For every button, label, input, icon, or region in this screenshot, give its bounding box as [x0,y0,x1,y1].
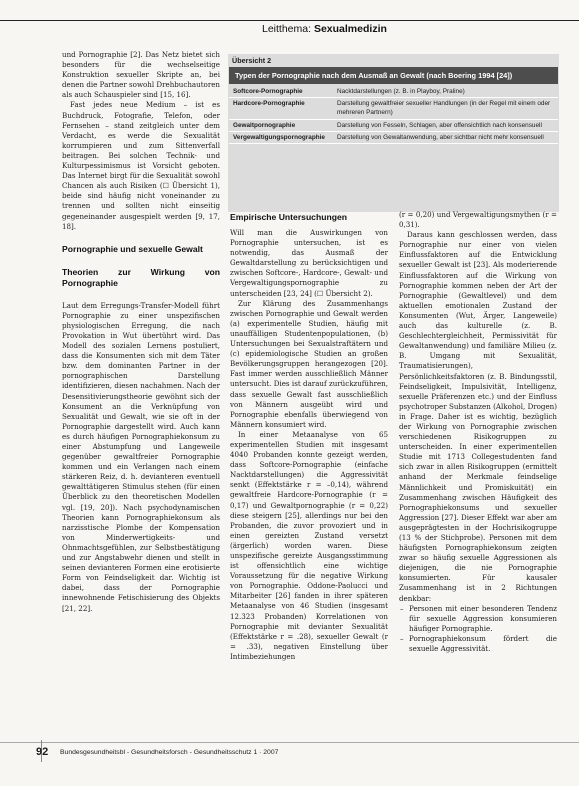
body-paragraph: Laut dem Erregungs-Transfer-Modell führt Pornographie zu einer unspezifischen physiologischen Erregung, die nach Provokation in Wut übertührt wird. Das Modell des sozialen Lernens postuliert, dass die Konsumenten sich mit dem Täter bzw. dem dominanten Partner in der pornographischen Darstellung identifizieren, diesen nachahmen. Nach der Desensitivierungstheorie gewöhnt sich der Konsument an die Verknüpfung von Sexualität und Gewalt, wie sie oft in der Pornographie dargestellt wird. Auch kann es durch häufigen Pornographiekonsum zu einer Abstumpfung und Langeweile gegenüber gewaltfreier Pornographie kommen und ein Verlangen nach einem stärkeren Reiz, d. h. devianteren eventuell gewalttätigeren Stimulus stehen (für einen Überblick zu den theoretischen Modellen vgl. [19, 20]). Nach psychodynamischen Theorien kann Pornographiekonsum als narzisstische Plombe der Kompensation von Minderwertigkeits- und Ohnmachtsgefühlen, zur Selbstbestätigung und zur Angstabwehr dienen und stellt in seinen devianteren Formen eine erotisierte Form von Feindseligkeit dar. Wichtig ist dabei, dass der Pornographie innewohnende Fetischisierung des Objekts [21, 22]. [62,300,220,613]
desc-cell: Darstellung gewaltfreier sexueller Handlungen (in der Regel mit einem oder mehreren Partnern) [333,98,558,119]
pornography-types-table [229,86,558,144]
overview-title: Typen der Pornographie nach dem Ausmaß an Gewalt (nach Boering 1994 [24]) [229,67,558,84]
heading-title: Sexualmedizin [313,23,387,35]
left-column [62,50,220,614]
section-heading [262,23,387,35]
body-paragraph: Zur Klärung des Zusammenhangs zwischen Pornographie und Gewalt werden (a) experimentelle Studien, häufig mit unauffälligen Studentenpopulationen, (b) Untersuchungen bei Sexualstraftätern und (c) epidemiologische Studien an großen Bevölkerungsgruppen herangezogen [20]. Fast immer werden ausschließlich Männer untersucht. Dies ist darauf zurückzuführen, dass sexuelle Gewalt fast ausschließlich von Männern ausgeübt wird und Pornographie ebenfalls überwiegend von Männern konsumiert wird. [230,298,388,429]
heading-prefix: Leitthema: [262,23,314,35]
list-item: – Pornographiekonsum fördert die sexuelle Aggressivität. [409,634,557,654]
body-paragraph: Fast jedes neue Medium – ist es Buchdruck, Fotografie, Telefon, oder Fernsehen – stand zeitgleich unter dem Verdacht, es werde die Sexualität korrumpieren und zum Sittenverfall beitragen. Bei solchen Technik- und Kulturpessimismus ist Vorsicht geboten. Das Internet birgt für die Sexualität sowohl Chancen als auch Risiken (☐ Übersicht 1), beide sind häufig nicht voneinander zu trennen und sollten nicht einseitig gegeneinander ausgespielt werden [9, 17, 18]. [62,100,220,231]
right-column [399,210,557,654]
middle-column [230,212,388,662]
type-cell: Softcore-Pornographie [229,86,333,98]
bullet-list [399,604,557,654]
footer-rule [0,742,579,773]
desc-cell: Darstellung von Gewaltanwendung, aber sichtbar nicht mehr konsensuell [333,131,558,143]
body-paragraph: In einer Metaanalyse von 65 experimentellen Studien mit insgesamt 4040 Probanden konnte gezeigt werden, dass Softcore-Pornographie (einfache Nacktdarstellungen) die Aggressivität senkt (Effektstärke r = –0,14), während gewaltfreie Hardcore-Pornographie (r = 0,17) und Gewaltpornographie (r = 0,22) diese steigern [25], allerdings nur bei den Probanden, die zuvor provoziert und in einen gereizten Zustand versetzt (ärgerlich) worden waren. Diese unspezifische gereizte Ausgangsstimmung ist offensichtlich eine wichtige Voraussetzung für die negative Wirkung von Pornographie. Oddone-Paolucci und Mitarbeiter [26] fanden in ihrer späteren Metaanalyse von 46 Studien (insgesamt 12.323 Probanden) Korrelationen von Pornographie mit devianter Sexualität (Effektstärke r = .28), sexueller Gewalt (r = .33), negativen Einstellung über Intimbeziehungen [230,429,388,661]
subsection-heading-theories: Theorien zur Wirkung von Pornographie [62,266,220,288]
body-paragraph: und Pornographie [2]. Das Netz bietet sich besonders für die wechselseitige Konstruktion sexueller Skripte an, bei denen die Partner sowohl Drehbuchautoren als auch Schauspieler sind [15, 16]. [62,50,220,100]
table-row [229,119,558,131]
page-number: 92 [36,746,49,758]
type-cell: Vergewaltigungspornographie [229,131,333,143]
type-cell: Hardcore-Pornographie [229,98,333,119]
table-row [229,86,558,98]
desc-cell: Darstellung von Fesseln, Schlagen, aber offensichtlich nach konsensuell [333,119,558,131]
table-row [229,98,558,119]
body-paragraph: (r = 0,20) und Vergewaltigungsmythen (r = 0,31). [399,210,557,230]
list-item: – Personen mit einer besonderen Tendenz für sexuelle Aggression konsumieren häufiger Pornographie. [409,604,557,634]
section-heading-pornography-violence: Pornographie und sexuelle Gewalt [62,243,203,254]
body-paragraph: Will man die Auswirkungen von Pornographie untersuchen, ist es notwendig, das Ausmaß der Gewaltdarstellung zu berücksichtigen und zwischen Softcore-, Hardcore-, Gewalt- und Vergewaltigungspornographie zu unterscheiden [23, 24] (☐ Übersicht 2). [230,228,388,298]
overview-label: Übersicht 2 [232,56,272,65]
desc-cell: Nacktdarstellungen (z. B. in Playboy, Praline) [333,86,558,98]
type-cell: Gewaltpornographie [229,119,333,131]
section-heading-empirical: Empirische Untersuchungen [230,212,347,222]
body-paragraph: Daraus kann geschlossen werden, dass Pornographie nur einer von vielen Einflussfaktoren auf die Entwicklung sexueller Gewalt ist [23]. Als moderierende Einflussfaktoren auf die Wirkung von Pornographie kommen neben der Art der Pornographie (Gewaltlevel) und dem aktuellen emotionalen Zustand der Konsumenten (Wut, Ärger, Langeweile) auch das kulturelle (z. B. Geschlechtergleichheit, Permissivität für Gewaltanwendung) und familiäre Milieu (z. B. Umgang mit Sexualität, Traumatisierungen), Persönlichkeitsfaktoren (z. B. Bindungsstil, Feindseligkeit, Impulsivität, Intelligenz, sexuelle Präferenzen etc.) und der Einfluss psychotroper Substanzen (Alkohol, Drogen) in Frage. Daher ist es wichtig, bezüglich der Wirkung von Pornographie zwischen verschiedenen Risikogruppen zu unterscheiden. In einer experimentellen Studie mit 1713 Collegestudenten fand sich zwar in allen Risikogruppen (ermittelt anhand der Merkmale feindselige Männlichkeit und Promiskuität) ein Zusammenhang zwischen Häufigkeit des Pornographiekonsums und sexueller Aggression [27]. Dieser Effekt war aber am ausgeprägtesten in der Hochrisikogruppe (13 % der Stichprobe). Personen mit dem häufigsten Pornographiekonsum zeigten zwar so häufig sexuelle Aggressionen als diejenigen, die nie Pornographie konsumierten. Für kausaler Zusammenhang ist in 2 Richtungen denkbar: [399,230,557,603]
table-row [229,131,558,143]
journal-citation: Bundesgesundheitsbl - Gesundheitsforsch - Gesundheitsschutz 1 · 2007 [60,749,279,756]
